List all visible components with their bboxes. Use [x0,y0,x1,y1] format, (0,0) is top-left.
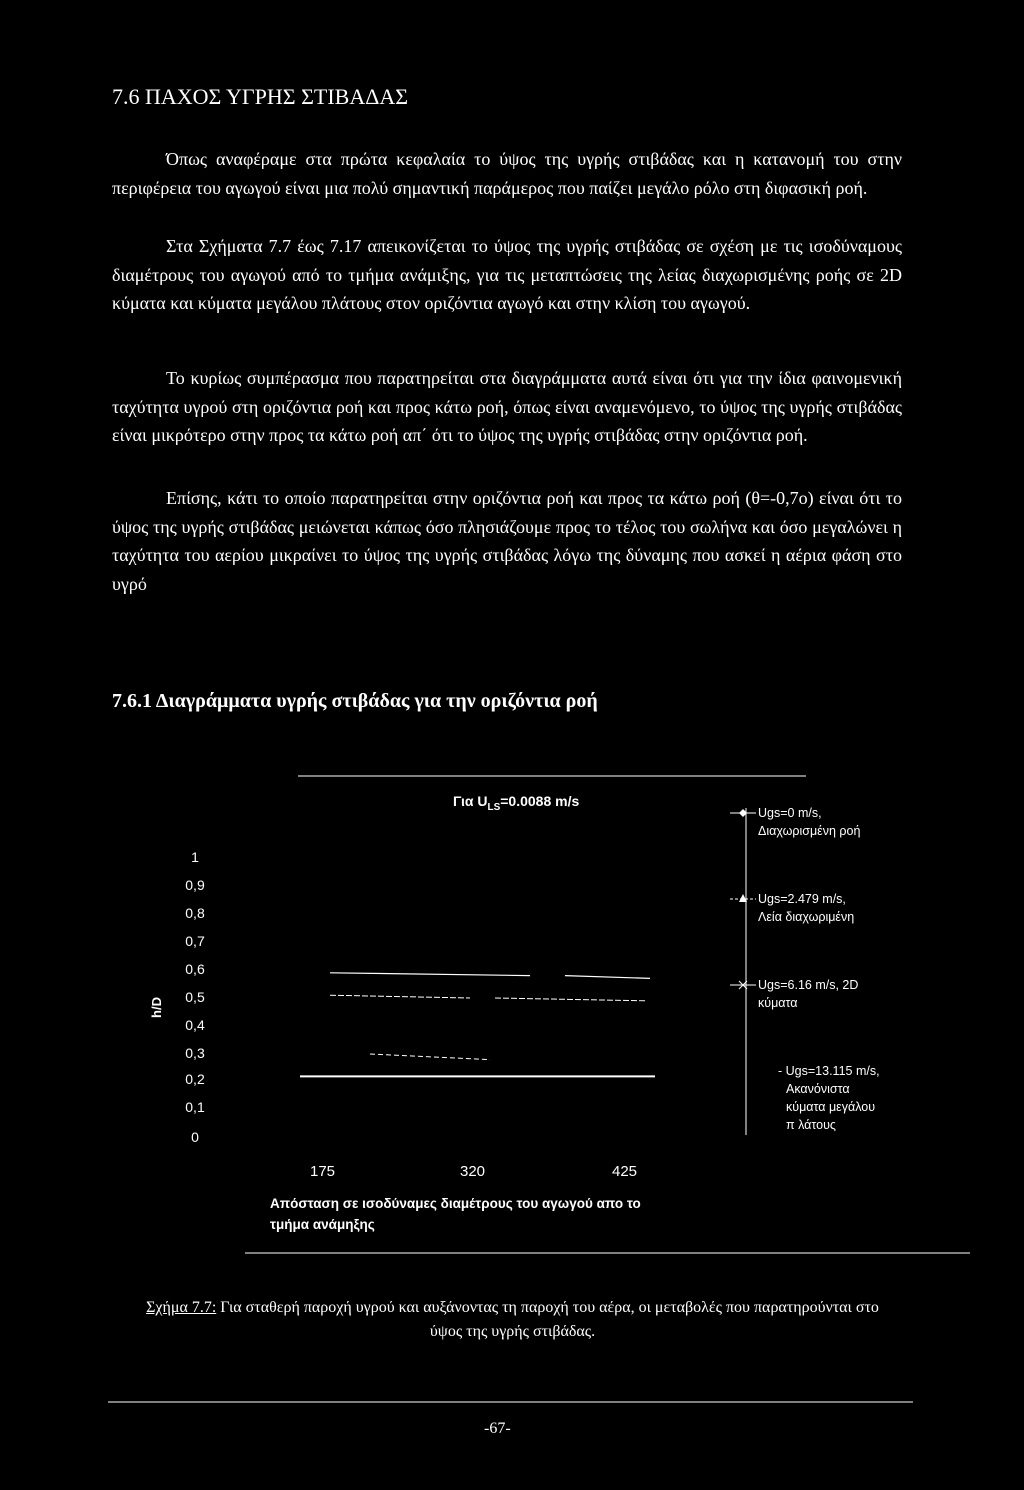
subsection-heading: 7.6.1 Διαγράμματα υγρής στιβάδας για την οριζόντια ροή [112,690,598,712]
figure-caption [145,1296,880,1344]
x-marker-icon [730,976,758,994]
x-axis-label-line-2: τμήμα ανάμηξης [270,1217,375,1232]
paragraph-1-text: Όπως αναφέραμε στα πρώτα κεφαλαία το ύψος της υγρής στιβάδας και η κατανομή του στην περιφέρεια του αγωγού είναι μια πολύ σημαντική παράμερος που παίζει μεγάλο ρόλο στη διφασική ροή. [112,149,902,198]
x-tick-label: 175 [310,1163,336,1180]
y-tick-label: 0,1 [185,1099,205,1115]
diamond-marker-icon [730,804,758,822]
y-tick-label: 0,4 [185,1017,205,1033]
x-tick-label: 425 [612,1163,638,1180]
y-tick-label: 0,7 [185,933,205,949]
triangle-marker-icon [730,890,758,908]
x-axis-label [270,1193,710,1235]
legend-item-ugs-616: Ugs=6.16 m/s, 2D κύματα [758,976,858,1012]
caption-label: Σχήμα 7.7: [146,1299,217,1316]
series-line-2 [330,995,470,998]
x-axis-label-line-1: Απόσταση σε ισοδύναμες διαμέτρους του αγωγού απο το [270,1196,641,1211]
y-tick-label: 0,5 [185,989,205,1005]
series-line-1 [330,973,530,976]
x-tick-label: 320 [460,1163,486,1180]
page-number: -67- [484,1420,511,1437]
series-line-3 [370,1054,490,1060]
y-tick-label: 1 [191,849,199,865]
legend-item-ugs-0: Ugs=0 m/s, Διαχωρισμένη ροή [758,804,860,840]
paragraph-3-text: Το κυρίως συμπέρασμα που παρατηρείται στα διαγράμματα αυτά είναι ότι για την ίδια φαινομενική ταχύτητα υγρού στη οριζόντια ροή και προς κάτω ροή, όπως είναι αναμενόμενο, το ύψος της υγρής στιβάδας είναι μικρότερο στην προς τα κάτω ροή απ΄ ότι το ύψος της υγρής στιβάδας στην οριζόντια ροή. [112,368,902,445]
legend-item-ugs-13115: - Ugs=13.115 m/s, Ακανόνιστα κύματα μεγάλου π λάτους [778,1064,880,1132]
plot-area [300,973,655,1077]
y-tick-label: 0,2 [185,1071,205,1087]
y-tick-label: 0,9 [185,877,205,893]
y-tick-label: 0,8 [185,905,205,921]
y-tick-label: 0,3 [185,1045,205,1061]
chart-title: Για $U_{LS}=0.0088$ m/s [453,793,580,813]
y-tick-label: 0 [191,1129,199,1145]
caption-text: Για σταθερή παροχή υγρού και αυξάνοντας τη παροχή του αέρα, οι μεταβολές που παρατηρούνται στο ύψος της υγρής στιβάδας. [220,1299,879,1340]
paragraph-4-text: Επίσης, κάτι το οποίο παρατηρείται στην οριζόντια ροή και προς τα κάτω ροή (θ=-0,7ο) είναι ότι το ύψος της υγρής στιβάδας μειώνεται κάπως όσο πλησιάζουμε προς το τέλος του σωλήνα και όσο μεγαλώνει η ταχύτητα του αερίου μικραίνει το ύψος της υγρής στιβάδας λόγω της δύναμης που ασκεί η αέρια φάση στο υγρό [112,488,902,594]
series-line-1 [565,976,650,979]
y-tick-label: 0,6 [185,961,205,977]
legend-item-ugs-2479: Ugs=2.479 m/s, Λεία διαχωριμένη [758,890,854,926]
paragraph-2-text: Στα Σχήματα 7.7 έως 7.17 απεικονίζεται το ύψος της υγρής στιβάδας σε σχέση με τις ισοδύναμους διαμέτρους του αγωγού από το τμήμα ανάμιξης, για τις μεταπτώσεις της λείας διαχωρισμένης ροής σε 2D κύματα και κύματα μεγάλου πλάτους στον οριζόντια αγωγό και στην κλίση του αγωγού. [112,236,902,313]
section-heading: 7.6 ΠΑΧΟΣ ΥΓΡΗΣ ΣΤΙΒΑΔΑΣ [112,84,409,109]
series-line-2 [495,998,645,1001]
y-axis-label: h/D [148,997,164,1018]
